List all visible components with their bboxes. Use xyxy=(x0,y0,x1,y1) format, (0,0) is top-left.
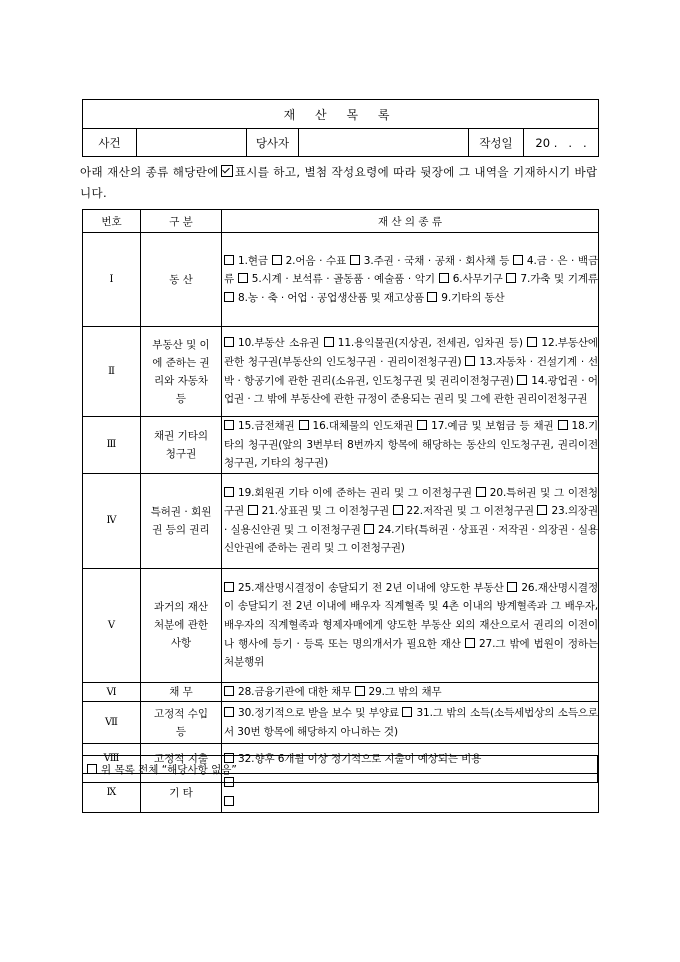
section-number: Ⅴ xyxy=(83,568,141,682)
section-category: 채 무 xyxy=(141,682,222,702)
property-item-label: 32.향후 6개월 이상 정기적으로 지출이 예상되는 비용 xyxy=(238,752,482,765)
section-category: 고정적 수입 등 xyxy=(141,702,222,744)
section-category: 동 산 xyxy=(141,233,222,327)
property-item[interactable] xyxy=(350,255,510,267)
checkbox-icon[interactable] xyxy=(465,638,475,648)
section-row xyxy=(83,473,599,568)
checkbox-icon[interactable] xyxy=(224,337,234,347)
checkbox-icon[interactable] xyxy=(350,255,360,265)
checkbox-icon[interactable] xyxy=(402,707,412,717)
property-item[interactable] xyxy=(224,707,399,719)
checkbox-icon[interactable] xyxy=(417,420,427,430)
property-item[interactable] xyxy=(224,420,295,432)
property-item-label: 27.그 밖에 법원이 정하는 처분행위 xyxy=(224,637,598,669)
property-item-label: 21.상표권 및 그 이전청구권 xyxy=(261,505,390,518)
property-item[interactable] xyxy=(224,255,268,267)
property-item[interactable] xyxy=(439,273,503,285)
checkbox-icon[interactable] xyxy=(558,420,568,430)
section-category: 부동산 및 이에 준하는 권리와 자동차 등 xyxy=(141,327,222,417)
property-item-label: 1.현금 xyxy=(238,254,268,267)
instruction-after: 표시를 하고, 별첨 작성요령에 따라 뒷장에 그 내역을 기재하시기 바랍니다. xyxy=(80,165,598,200)
property-item[interactable] xyxy=(427,292,504,304)
property-item-label: 13.자동차 · 건설기계 · 선박 · 항공기에 관한 권리(소유권, 인도청구권 및 권리이전청구권) xyxy=(224,355,598,387)
property-item-label: 26.재산명시결정이 송달되기 전 2년 이내에 배우자 직계혈족 및 4촌 이내의 방계혈족과 그 배우자, 배우자의 직계혈족과 형제자매에게 양도한 부동산 외의 재산으로서 권리의 이전이나 행사에 등기 · 등록 또는 명의개서가 필요한 재산 xyxy=(224,581,598,650)
checkbox-icon[interactable] xyxy=(527,337,537,347)
section-items xyxy=(222,702,599,744)
section-number: Ⅰ xyxy=(83,233,141,327)
instruction-before: 아래 재산의 종류 해당란에 xyxy=(80,165,219,179)
checkbox-icon[interactable] xyxy=(364,524,374,534)
checked-box-icon xyxy=(221,165,233,177)
property-item-label: 8.농 · 축 · 어업 · 공업생산품 및 재고상품 xyxy=(238,291,425,304)
checkbox-icon[interactable] xyxy=(517,375,527,385)
section-number: Ⅱ xyxy=(83,327,141,417)
property-item-label: 14.광업권 · 어업권 · 그 밖에 부동산에 관한 규정이 준용되는 권리 및 그에 관한 권리이전청구권 xyxy=(224,374,598,406)
section-row xyxy=(83,417,599,474)
property-item-label: 23.의장권 · 실용신안권 및 그 이전청구권 xyxy=(224,505,598,536)
property-item[interactable] xyxy=(299,420,414,432)
property-item[interactable] xyxy=(393,505,534,517)
checkbox-icon[interactable] xyxy=(427,292,437,302)
section-number: Ⅸ xyxy=(83,774,141,812)
property-item-label: 10.부동산 소유권 xyxy=(238,337,320,350)
checkbox-icon[interactable] xyxy=(87,764,97,774)
property-table xyxy=(82,209,599,813)
checkbox-icon[interactable] xyxy=(224,420,234,430)
section-number: Ⅲ xyxy=(83,417,141,474)
section-row xyxy=(83,233,599,327)
property-item-label: 29.그 밖의 채무 xyxy=(368,685,442,698)
checkbox-icon[interactable] xyxy=(224,582,234,592)
property-item[interactable] xyxy=(272,255,347,267)
section-number: Ⅵ xyxy=(83,682,141,702)
instruction-text xyxy=(80,162,602,204)
property-item-label: 3.주권 · 국채 · 공채 · 회사채 등 xyxy=(363,254,510,267)
property-item-label: 15.금전채권 xyxy=(238,420,295,432)
checkbox-icon[interactable] xyxy=(224,487,234,497)
header-category: 구 분 xyxy=(141,210,222,233)
section-row xyxy=(83,327,599,417)
property-item-label: 11.용익물권(지상권, 전세권, 임차권 등) xyxy=(337,337,523,350)
checkbox-icon[interactable] xyxy=(272,255,282,265)
section-category: 특허권 · 회원권 등의 권리 xyxy=(141,473,222,568)
checkbox-icon[interactable] xyxy=(224,796,234,806)
property-item[interactable] xyxy=(224,337,319,349)
section-category: 과거의 재산처분에 관한 사항 xyxy=(141,568,222,682)
section-row xyxy=(83,682,599,702)
property-item-label: 20.특허권 및 그 이전청구권 xyxy=(224,486,598,518)
property-item-label: 19.회원권 기타 이에 준하는 권리 및 그 이전청구권 xyxy=(238,486,472,499)
property-item-label: 17.예금 및 보험금 등 채권 xyxy=(431,420,554,432)
property-item[interactable] xyxy=(355,686,442,698)
checkbox-icon[interactable] xyxy=(355,686,365,696)
section-number: Ⅳ xyxy=(83,473,141,568)
case-field[interactable] xyxy=(137,129,247,157)
property-item-label: 24.기타(특허권 · 상표권 · 저작권 · 의장권 · 실용신안권에 준하는 권리 및 그 이전청구권) xyxy=(224,523,598,555)
checkbox-icon[interactable] xyxy=(238,273,248,283)
header-no: 번호 xyxy=(83,210,141,233)
property-item-label: 28.금융기관에 대한 채무 xyxy=(238,685,352,698)
property-item[interactable] xyxy=(324,337,523,349)
section-category: 고정적 지출 xyxy=(141,744,222,774)
date-label: 작성일 xyxy=(469,129,524,157)
section-items xyxy=(222,327,599,417)
checkbox-icon[interactable] xyxy=(224,255,234,265)
section-items xyxy=(222,233,599,327)
property-item-label: 4.금 · 은 · 백금류 xyxy=(224,254,598,286)
property-item-label: 25.재산명시결정이 송달되기 전 2년 이내에 양도한 부동산 xyxy=(238,581,504,594)
property-item-label: 22.저작권 및 그 이전청구권 xyxy=(406,505,534,518)
section-items xyxy=(222,682,599,702)
section-row xyxy=(83,702,599,744)
checkbox-icon[interactable] xyxy=(248,505,258,515)
section-category: 채권 기타의 청구권 xyxy=(141,417,222,474)
party-label: 당사자 xyxy=(247,129,299,157)
property-item-label: 16.대체물의 인도채권 xyxy=(312,420,414,432)
property-item-label: 5.시계 · 보석류 · 골동품 · 예술품 · 악기 xyxy=(251,273,435,286)
checkbox-icon[interactable] xyxy=(507,582,517,592)
section-number: Ⅷ xyxy=(83,744,141,774)
checkbox-icon[interactable] xyxy=(537,505,547,515)
checkbox-icon[interactable] xyxy=(224,292,234,302)
checkbox-icon[interactable] xyxy=(465,356,475,366)
checkbox-icon[interactable] xyxy=(224,686,234,696)
case-label: 사건 xyxy=(83,129,137,157)
property-item[interactable] xyxy=(224,686,351,698)
section-row xyxy=(83,568,599,682)
section-items xyxy=(222,473,599,568)
section-items xyxy=(222,417,599,474)
property-item-label: 9.기타의 동산 xyxy=(441,291,505,304)
page-title: 재 산 목 록 xyxy=(83,100,599,129)
property-item[interactable] xyxy=(248,505,389,517)
checkbox-icon[interactable] xyxy=(439,273,449,283)
none-option[interactable] xyxy=(83,756,598,783)
checkbox-icon[interactable] xyxy=(513,255,523,265)
property-item-label: 7.가축 및 기계류 xyxy=(520,273,598,286)
property-item[interactable] xyxy=(224,292,424,304)
header-types: 재 산 의 종 류 xyxy=(222,210,599,233)
checkbox-icon[interactable] xyxy=(476,487,486,497)
property-item-label: 30.정기적으로 받을 보수 및 부양료 xyxy=(238,707,399,720)
checkbox-icon[interactable] xyxy=(393,505,403,515)
property-item-label: 18.기타의 청구권(앞의 3번부터 8번까지 항목에 해당하는 동산의 인도청구권, 권리이전청구권, 기타의 청구권) xyxy=(224,420,598,470)
property-item[interactable] xyxy=(417,420,553,432)
checkbox-icon[interactable] xyxy=(224,707,234,717)
date-field[interactable]: 20 . . . xyxy=(524,129,599,157)
section-category: 기 타 xyxy=(141,774,222,812)
property-item[interactable] xyxy=(506,273,598,285)
property-item-label: 6.사무기구 xyxy=(452,273,503,286)
section-number: Ⅶ xyxy=(83,702,141,744)
none-label: 위 목록 전체 “해당사항 없음” xyxy=(101,763,237,776)
table-header-row xyxy=(83,210,599,233)
property-item[interactable] xyxy=(224,796,238,808)
property-item-label: 2.어음 · 수표 xyxy=(285,254,347,267)
property-item-label: 12.부동산에 관한 청구권(부동산의 인도청구권 · 권리이전청구권) xyxy=(224,337,598,368)
footer-table xyxy=(82,752,598,783)
property-item[interactable] xyxy=(224,487,472,499)
section-items xyxy=(222,568,599,682)
property-item[interactable] xyxy=(224,582,504,594)
property-item-label: 31.그 밖의 소득(소득세법상의 소득으로서 30번 항목에 해당하지 아니하는 것) xyxy=(224,707,598,738)
party-field[interactable] xyxy=(299,129,469,157)
checkbox-icon[interactable] xyxy=(506,273,516,283)
checkbox-icon[interactable] xyxy=(324,337,334,347)
checkbox-icon[interactable] xyxy=(299,420,309,430)
property-item[interactable] xyxy=(238,273,435,285)
header-table xyxy=(82,99,599,157)
